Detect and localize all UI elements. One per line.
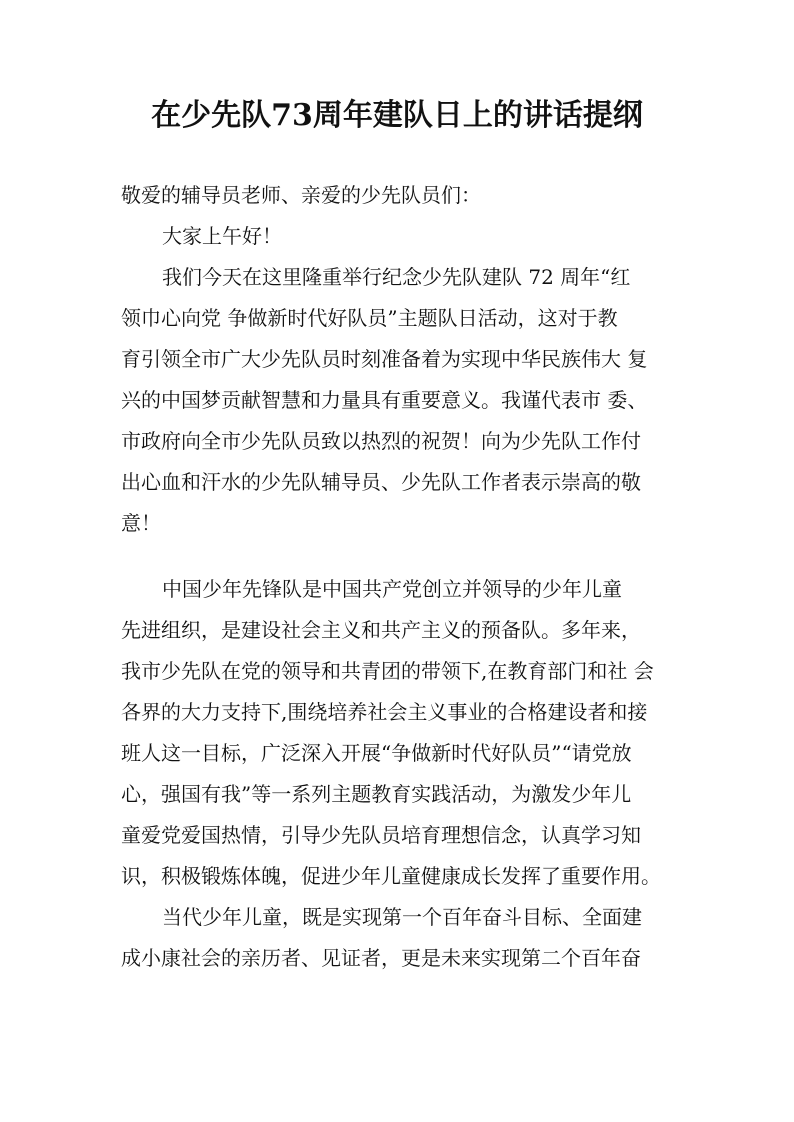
greeting: 大家上午好！ (162, 224, 282, 248)
salutation: 敬爱的辅导员老师、亲爱的少先队员们： (121, 183, 481, 207)
paragraph-spacer (121, 544, 681, 569)
paragraph-1-line: 育引领全市广大少先队员时刻准备着为实现中华民族伟大 复 (121, 347, 648, 371)
paragraph-1-line: 意！ (121, 511, 161, 535)
paragraph-1-line: 出心血和汗水的少先队辅导员、少先队工作者表示崇高的敬 (121, 470, 641, 494)
paragraph-1-line: 市政府向全市少先队员致以热烈的祝贺！向为少先队工作付 (121, 429, 641, 453)
document-title: 在少先队73周年建队日上的讲话提纲 (151, 98, 643, 133)
paragraph-3-line: 成小康社会的亲历者、见证者，更是未来实现第二个百年奋 (121, 946, 641, 970)
paragraph-2-line: 童爱党爱国热情，引导少先队员培育理想信念，认真学习知 (121, 823, 641, 847)
document-body (121, 175, 681, 979)
paragraph-1-line: 领巾心向党 争做新时代好队员”主题队日活动，这对于教 (121, 306, 618, 330)
paragraph-2-line: 先进组织，是建设社会主义和共产主义的预备队。多年来， (121, 618, 641, 642)
paragraph-1-line: 兴的中国梦贡献智慧和力量具有重要意义。我谨代表市 委、 (121, 388, 648, 412)
paragraph-2-line: 班人这一目标，广泛深入开展“争做新时代好队员”“请党放 (121, 741, 632, 765)
paragraph-2-line: 中国少年先锋队是中国共产党创立并领导的少年儿童 (162, 577, 622, 601)
paragraph-2-line: 心，强国有我”等一系列主题教育实践活动，为激发少年儿 (121, 782, 632, 806)
paragraph-3-line: 当代少年儿童，既是实现第一个百年奋斗目标、全面建 (162, 905, 642, 929)
paragraph-1-line: 我们今天在这里隆重举行纪念少先队建队 72 周年“红 (162, 265, 631, 289)
paragraph-2-line: 识，积极锻炼体魄，促进少年儿童健康成长发挥了重要作用。 (121, 864, 661, 888)
paragraph-2-line: 我市少先队在党的领导和共青团的带领下,在教育部门和社 会 (121, 659, 654, 683)
paragraph-2-line: 各界的大力支持下,围绕培养社会主义事业的合格建设者和接 (121, 700, 648, 724)
